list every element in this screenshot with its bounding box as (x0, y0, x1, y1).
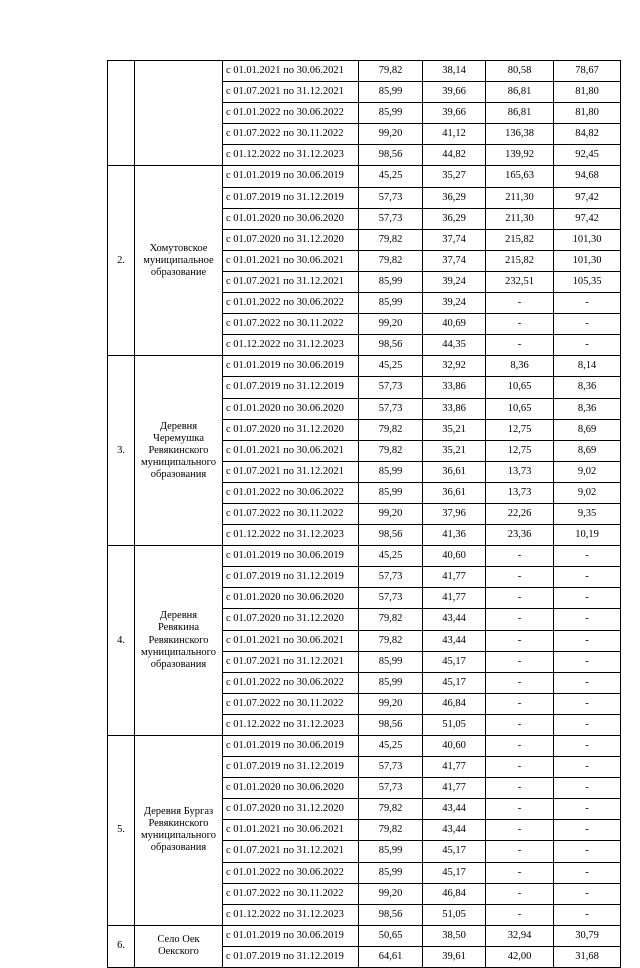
value-cell-3: - (486, 588, 554, 609)
value-cell-4: 81,80 (554, 103, 621, 124)
value-cell-3: - (486, 314, 554, 335)
value-cell-4: - (554, 588, 621, 609)
period-cell: с 01.07.2022 по 30.11.2022 (223, 503, 359, 524)
tariff-table-body (108, 61, 621, 968)
row-number-cell: 2. (108, 166, 135, 356)
value-cell-2: 44,35 (423, 335, 486, 356)
period-cell: с 01.01.2022 по 30.06.2022 (223, 482, 359, 503)
value-cell-2: 41,77 (423, 567, 486, 588)
value-cell-4: 94,68 (554, 166, 621, 187)
value-cell-1: 79,82 (359, 820, 423, 841)
value-cell-3: 13,73 (486, 482, 554, 503)
value-cell-1: 98,56 (359, 335, 423, 356)
value-cell-4: 81,80 (554, 82, 621, 103)
value-cell-4: - (554, 778, 621, 799)
row-number-cell: 5. (108, 736, 135, 926)
municipality-name-cell: Деревня Ревякина Ревякинского муниципального образования (135, 546, 223, 736)
table-row (108, 166, 621, 187)
value-cell-2: 35,21 (423, 419, 486, 440)
value-cell-4: - (554, 820, 621, 841)
value-cell-4: - (554, 630, 621, 651)
value-cell-1: 98,56 (359, 714, 423, 735)
value-cell-4: - (554, 862, 621, 883)
value-cell-1: 85,99 (359, 862, 423, 883)
value-cell-1: 85,99 (359, 651, 423, 672)
value-cell-2: 41,12 (423, 124, 486, 145)
period-cell: с 01.01.2021 по 30.06.2021 (223, 250, 359, 271)
period-cell: с 01.01.2021 по 30.06.2021 (223, 61, 359, 82)
period-cell: с 01.12.2022 по 31.12.2023 (223, 714, 359, 735)
value-cell-2: 37,96 (423, 503, 486, 524)
value-cell-1: 85,99 (359, 271, 423, 292)
value-cell-3: - (486, 841, 554, 862)
value-cell-1: 99,20 (359, 314, 423, 335)
value-cell-4: 97,42 (554, 187, 621, 208)
value-cell-2: 41,77 (423, 588, 486, 609)
value-cell-1: 79,82 (359, 799, 423, 820)
period-cell: с 01.01.2021 по 30.06.2021 (223, 820, 359, 841)
value-cell-1: 85,99 (359, 461, 423, 482)
value-cell-4: 9,02 (554, 482, 621, 503)
period-cell: с 01.01.2020 по 30.06.2020 (223, 398, 359, 419)
period-cell: с 01.01.2021 по 30.06.2021 (223, 440, 359, 461)
period-cell: с 01.01.2020 по 30.06.2020 (223, 588, 359, 609)
value-cell-4: 8,14 (554, 356, 621, 377)
table-row (108, 546, 621, 567)
value-cell-3: - (486, 546, 554, 567)
period-cell: с 01.07.2020 по 31.12.2020 (223, 229, 359, 250)
value-cell-3: - (486, 778, 554, 799)
value-cell-1: 85,99 (359, 103, 423, 124)
period-cell: с 01.07.2020 по 31.12.2020 (223, 419, 359, 440)
value-cell-1: 57,73 (359, 187, 423, 208)
period-cell: с 01.01.2019 по 30.06.2019 (223, 736, 359, 757)
value-cell-3: 23,36 (486, 525, 554, 546)
value-cell-4: 105,35 (554, 271, 621, 292)
value-cell-3: - (486, 799, 554, 820)
value-cell-2: 43,44 (423, 609, 486, 630)
value-cell-2: 45,17 (423, 862, 486, 883)
value-cell-4: - (554, 567, 621, 588)
period-cell: с 01.12.2022 по 31.12.2023 (223, 904, 359, 925)
value-cell-1: 57,73 (359, 567, 423, 588)
table-row (108, 736, 621, 757)
row-number-cell: 4. (108, 546, 135, 736)
value-cell-3: 8,36 (486, 356, 554, 377)
value-cell-1: 85,99 (359, 672, 423, 693)
value-cell-4: 92,45 (554, 145, 621, 166)
period-cell: с 01.01.2019 по 30.06.2019 (223, 166, 359, 187)
value-cell-3: 12,75 (486, 440, 554, 461)
value-cell-2: 36,29 (423, 187, 486, 208)
value-cell-3: - (486, 904, 554, 925)
value-cell-3: 211,30 (486, 187, 554, 208)
value-cell-1: 99,20 (359, 693, 423, 714)
value-cell-3: - (486, 757, 554, 778)
value-cell-3: - (486, 862, 554, 883)
value-cell-3: 139,92 (486, 145, 554, 166)
value-cell-4: - (554, 546, 621, 567)
municipality-name-cell: Село Оек Оекского (135, 925, 223, 967)
value-cell-2: 38,50 (423, 925, 486, 946)
value-cell-4: - (554, 883, 621, 904)
value-cell-2: 36,29 (423, 208, 486, 229)
value-cell-4: 30,79 (554, 925, 621, 946)
table-row (108, 925, 621, 946)
row-number-cell: 6. (108, 925, 135, 967)
period-cell: с 01.07.2019 по 31.12.2019 (223, 567, 359, 588)
value-cell-2: 39,24 (423, 271, 486, 292)
value-cell-2: 46,84 (423, 693, 486, 714)
value-cell-4: 101,30 (554, 250, 621, 271)
value-cell-4: - (554, 293, 621, 314)
value-cell-3: - (486, 335, 554, 356)
value-cell-3: 165,63 (486, 166, 554, 187)
value-cell-1: 79,82 (359, 250, 423, 271)
value-cell-3: 32,94 (486, 925, 554, 946)
value-cell-1: 45,25 (359, 166, 423, 187)
value-cell-4: - (554, 693, 621, 714)
period-cell: с 01.01.2022 по 30.06.2022 (223, 103, 359, 124)
value-cell-3: 10,65 (486, 398, 554, 419)
value-cell-3: 22,26 (486, 503, 554, 524)
value-cell-4: 97,42 (554, 208, 621, 229)
value-cell-2: 39,66 (423, 82, 486, 103)
municipality-name-cell: Деревня Черемушка Ревякинского муниципального образования (135, 356, 223, 546)
value-cell-2: 45,17 (423, 651, 486, 672)
period-cell: с 01.07.2022 по 30.11.2022 (223, 124, 359, 145)
value-cell-4: - (554, 841, 621, 862)
value-cell-4: - (554, 609, 621, 630)
value-cell-1: 79,82 (359, 630, 423, 651)
value-cell-1: 57,73 (359, 588, 423, 609)
period-cell: с 01.07.2021 по 31.12.2021 (223, 841, 359, 862)
value-cell-1: 99,20 (359, 124, 423, 145)
row-number-cell (108, 61, 135, 166)
value-cell-2: 43,44 (423, 799, 486, 820)
value-cell-4: 9,35 (554, 503, 621, 524)
value-cell-1: 98,56 (359, 145, 423, 166)
period-cell: с 01.07.2022 по 30.11.2022 (223, 883, 359, 904)
value-cell-2: 40,69 (423, 314, 486, 335)
value-cell-1: 79,82 (359, 419, 423, 440)
value-cell-4: 10,19 (554, 525, 621, 546)
value-cell-2: 41,77 (423, 778, 486, 799)
value-cell-2: 37,74 (423, 250, 486, 271)
value-cell-1: 99,20 (359, 883, 423, 904)
value-cell-4: 9,02 (554, 461, 621, 482)
value-cell-1: 85,99 (359, 841, 423, 862)
period-cell: с 01.01.2020 по 30.06.2020 (223, 208, 359, 229)
period-cell: с 01.07.2019 по 31.12.2019 (223, 377, 359, 398)
value-cell-4: - (554, 736, 621, 757)
period-cell: с 01.07.2020 по 31.12.2020 (223, 799, 359, 820)
value-cell-2: 36,61 (423, 461, 486, 482)
period-cell: с 01.07.2019 по 31.12.2019 (223, 757, 359, 778)
value-cell-2: 51,05 (423, 904, 486, 925)
value-cell-2: 39,24 (423, 293, 486, 314)
value-cell-3: - (486, 651, 554, 672)
value-cell-2: 39,66 (423, 103, 486, 124)
value-cell-3: 215,82 (486, 229, 554, 250)
value-cell-4: 8,36 (554, 398, 621, 419)
value-cell-2: 35,27 (423, 166, 486, 187)
period-cell: с 01.07.2021 по 31.12.2021 (223, 651, 359, 672)
municipality-name-cell (135, 61, 223, 166)
period-cell: с 01.01.2019 по 30.06.2019 (223, 356, 359, 377)
period-cell: с 01.12.2022 по 31.12.2023 (223, 335, 359, 356)
value-cell-1: 45,25 (359, 736, 423, 757)
value-cell-4: 8,69 (554, 440, 621, 461)
period-cell: с 01.01.2019 по 30.06.2019 (223, 546, 359, 567)
value-cell-1: 98,56 (359, 525, 423, 546)
municipality-name-cell: Деревня Бургаз Ревякинского муниципального образования (135, 736, 223, 926)
table-row (108, 356, 621, 377)
value-cell-4: - (554, 672, 621, 693)
value-cell-4: - (554, 335, 621, 356)
value-cell-2: 51,05 (423, 714, 486, 735)
value-cell-4: - (554, 757, 621, 778)
value-cell-1: 64,61 (359, 946, 423, 967)
period-cell: с 01.12.2022 по 31.12.2023 (223, 525, 359, 546)
period-cell: с 01.01.2020 по 30.06.2020 (223, 778, 359, 799)
value-cell-2: 36,61 (423, 482, 486, 503)
value-cell-3: 42,00 (486, 946, 554, 967)
period-cell: с 01.01.2022 по 30.06.2022 (223, 293, 359, 314)
value-cell-2: 38,14 (423, 61, 486, 82)
period-cell: с 01.01.2022 по 30.06.2022 (223, 862, 359, 883)
value-cell-3: 80,58 (486, 61, 554, 82)
value-cell-1: 85,99 (359, 293, 423, 314)
value-cell-3: 13,73 (486, 461, 554, 482)
period-cell: с 01.07.2022 по 30.11.2022 (223, 693, 359, 714)
value-cell-3: 86,81 (486, 103, 554, 124)
value-cell-3: - (486, 630, 554, 651)
value-cell-1: 79,82 (359, 609, 423, 630)
value-cell-1: 57,73 (359, 757, 423, 778)
value-cell-1: 57,73 (359, 208, 423, 229)
value-cell-1: 99,20 (359, 503, 423, 524)
value-cell-4: - (554, 314, 621, 335)
value-cell-4: 101,30 (554, 229, 621, 250)
value-cell-3: - (486, 609, 554, 630)
value-cell-2: 41,36 (423, 525, 486, 546)
value-cell-3: 12,75 (486, 419, 554, 440)
value-cell-2: 43,44 (423, 630, 486, 651)
value-cell-1: 45,25 (359, 356, 423, 377)
period-cell: с 01.01.2022 по 30.06.2022 (223, 672, 359, 693)
value-cell-3: 136,38 (486, 124, 554, 145)
value-cell-2: 44,82 (423, 145, 486, 166)
value-cell-3: - (486, 693, 554, 714)
value-cell-3: - (486, 567, 554, 588)
tariff-table (107, 60, 621, 968)
value-cell-3: 232,51 (486, 271, 554, 292)
value-cell-3: 211,30 (486, 208, 554, 229)
value-cell-2: 43,44 (423, 820, 486, 841)
period-cell: с 01.07.2021 по 31.12.2021 (223, 82, 359, 103)
value-cell-3: 86,81 (486, 82, 554, 103)
value-cell-4: - (554, 799, 621, 820)
value-cell-2: 35,21 (423, 440, 486, 461)
value-cell-2: 41,77 (423, 757, 486, 778)
period-cell: с 01.07.2021 по 31.12.2021 (223, 271, 359, 292)
period-cell: с 01.07.2019 по 31.12.2019 (223, 187, 359, 208)
period-cell: с 01.07.2019 по 31.12.2019 (223, 946, 359, 967)
value-cell-3: - (486, 736, 554, 757)
value-cell-2: 40,60 (423, 736, 486, 757)
value-cell-4: 8,69 (554, 419, 621, 440)
value-cell-4: - (554, 714, 621, 735)
value-cell-4: 78,67 (554, 61, 621, 82)
period-cell: с 01.07.2020 по 31.12.2020 (223, 609, 359, 630)
value-cell-1: 50,65 (359, 925, 423, 946)
value-cell-4: - (554, 651, 621, 672)
value-cell-1: 57,73 (359, 377, 423, 398)
municipality-name-cell: Хомутовское муниципальное образование (135, 166, 223, 356)
value-cell-1: 79,82 (359, 61, 423, 82)
value-cell-1: 79,82 (359, 440, 423, 461)
value-cell-2: 33,86 (423, 398, 486, 419)
value-cell-3: - (486, 672, 554, 693)
period-cell: с 01.12.2022 по 31.12.2023 (223, 145, 359, 166)
value-cell-1: 79,82 (359, 229, 423, 250)
value-cell-2: 46,84 (423, 883, 486, 904)
value-cell-4: - (554, 904, 621, 925)
value-cell-2: 32,92 (423, 356, 486, 377)
value-cell-2: 39,61 (423, 946, 486, 967)
value-cell-2: 40,60 (423, 546, 486, 567)
value-cell-1: 57,73 (359, 398, 423, 419)
value-cell-1: 85,99 (359, 482, 423, 503)
value-cell-1: 98,56 (359, 904, 423, 925)
value-cell-1: 85,99 (359, 82, 423, 103)
row-number-cell: 3. (108, 356, 135, 546)
value-cell-2: 37,74 (423, 229, 486, 250)
value-cell-3: - (486, 820, 554, 841)
period-cell: с 01.01.2021 по 30.06.2021 (223, 630, 359, 651)
value-cell-4: 31,68 (554, 946, 621, 967)
value-cell-1: 57,73 (359, 778, 423, 799)
value-cell-2: 45,17 (423, 841, 486, 862)
value-cell-3: - (486, 293, 554, 314)
value-cell-2: 33,86 (423, 377, 486, 398)
value-cell-2: 45,17 (423, 672, 486, 693)
period-cell: с 01.01.2019 по 30.06.2019 (223, 925, 359, 946)
value-cell-1: 45,25 (359, 546, 423, 567)
value-cell-4: 84,82 (554, 124, 621, 145)
table-row (108, 61, 621, 82)
value-cell-3: 215,82 (486, 250, 554, 271)
value-cell-3: - (486, 883, 554, 904)
value-cell-3: 10,65 (486, 377, 554, 398)
period-cell: с 01.07.2022 по 30.11.2022 (223, 314, 359, 335)
value-cell-4: 8,36 (554, 377, 621, 398)
value-cell-3: - (486, 714, 554, 735)
period-cell: с 01.07.2021 по 31.12.2021 (223, 461, 359, 482)
